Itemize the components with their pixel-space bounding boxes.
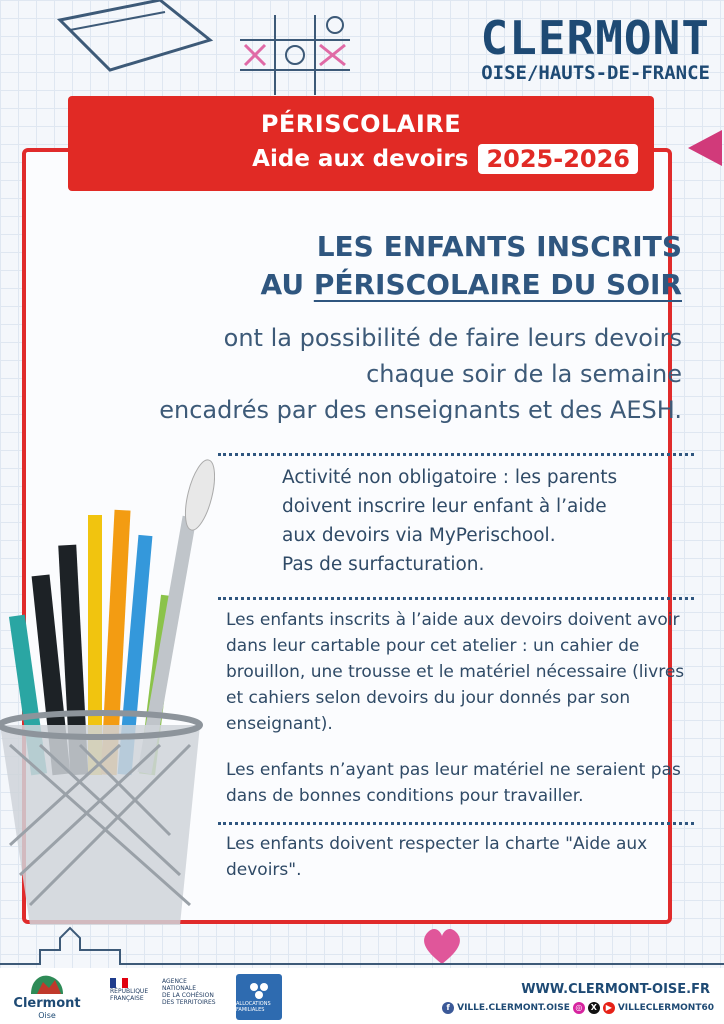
activity-line: Pas de surfacturation.	[282, 554, 485, 575]
headline-line1: LES ENFANTS INSCRITS	[316, 230, 682, 263]
instagram-icon[interactable]: ◎	[573, 1002, 585, 1014]
website-link[interactable]: WWW.CLERMONT-OISE.FR	[521, 982, 710, 997]
headline-line2-underlined: PÉRISCOLAIRE DU SOIR	[313, 268, 682, 301]
material-block: Les enfants inscrits à l’aide aux devoirs doivent avoir dans leur cartable pour cet atelier : un cahier de brouillon, une trousse et le matériel nécessaire (livres et cahiers selon devoirs du jour donnés par son enseignant).	[226, 610, 685, 734]
charter-block: Les enfants doivent respecter la charte "Aide aux devoirs".	[226, 834, 648, 880]
x-icon[interactable]: X	[588, 1002, 600, 1014]
city-brand	[480, 11, 710, 84]
activity-line: aux devoirs via MyPerischool.	[282, 525, 556, 546]
youtube-handle[interactable]: VILLECLERMONT60	[617, 1003, 714, 1013]
activity-line: doivent inscrire leur enfant à l’aide	[282, 496, 607, 517]
divider-2	[218, 597, 694, 600]
conditions-block: Les enfants n’ayant pas leur matériel ne seraient pas dans de bonnes conditions pour travailler.	[226, 760, 681, 806]
clermont-logo-name: Clermont	[13, 996, 81, 1011]
header-banner	[68, 96, 654, 191]
clermont-logo	[14, 970, 80, 1022]
pencil-cup-icon	[0, 455, 215, 945]
city-name: CLERMONT	[480, 11, 710, 65]
banner-subtitle: Aide aux devoirs	[252, 146, 469, 172]
caf-logo: ALLOCATIONS FAMILIALES	[236, 974, 282, 1020]
headline	[261, 228, 682, 304]
caf-family-icon	[247, 981, 271, 1001]
facebook-handle[interactable]: VILLE.CLERMONT.OISE	[457, 1003, 570, 1013]
clermont-logo-sub: Oise	[38, 1011, 56, 1020]
divider-3	[218, 822, 694, 825]
headline-line2-prefix: AU	[260, 268, 314, 301]
tic-tac-toe-doodle-icon	[235, 10, 355, 100]
republique-francaise-logo: RÉPUBLIQUE FRANÇAISE	[110, 978, 158, 1002]
city-region: OISE/HAUTS-DE-FRANCE	[481, 62, 710, 84]
intro-line2: chaque soir de la semaine	[366, 360, 682, 388]
facebook-icon[interactable]: f	[442, 1002, 454, 1014]
triangle-doodle-icon	[686, 128, 724, 168]
divider-1	[218, 453, 694, 456]
intro-line3: encadrés par des enseignants et des AESH.	[159, 396, 682, 424]
social-links	[442, 1002, 714, 1014]
intro-line1: ont la possibilité de faire leurs devoirs	[223, 324, 682, 352]
anct-logo: AGENCE NATIONALE DE LA COHÉSION DES TERRITOIRES	[162, 978, 216, 1006]
clermont-emblem-icon	[27, 972, 67, 996]
intro-text	[159, 320, 682, 428]
school-year-badge: 2025-2026	[478, 144, 638, 174]
banner-title: PÉRISCOLAIRE	[260, 110, 462, 138]
youtube-icon[interactable]: ▶	[603, 1002, 615, 1014]
notebook-doodle-icon	[40, 0, 220, 90]
activity-line: Activité non obligatoire : les parents	[282, 467, 618, 488]
activity-block	[282, 463, 682, 579]
french-flag-icon	[110, 978, 128, 988]
